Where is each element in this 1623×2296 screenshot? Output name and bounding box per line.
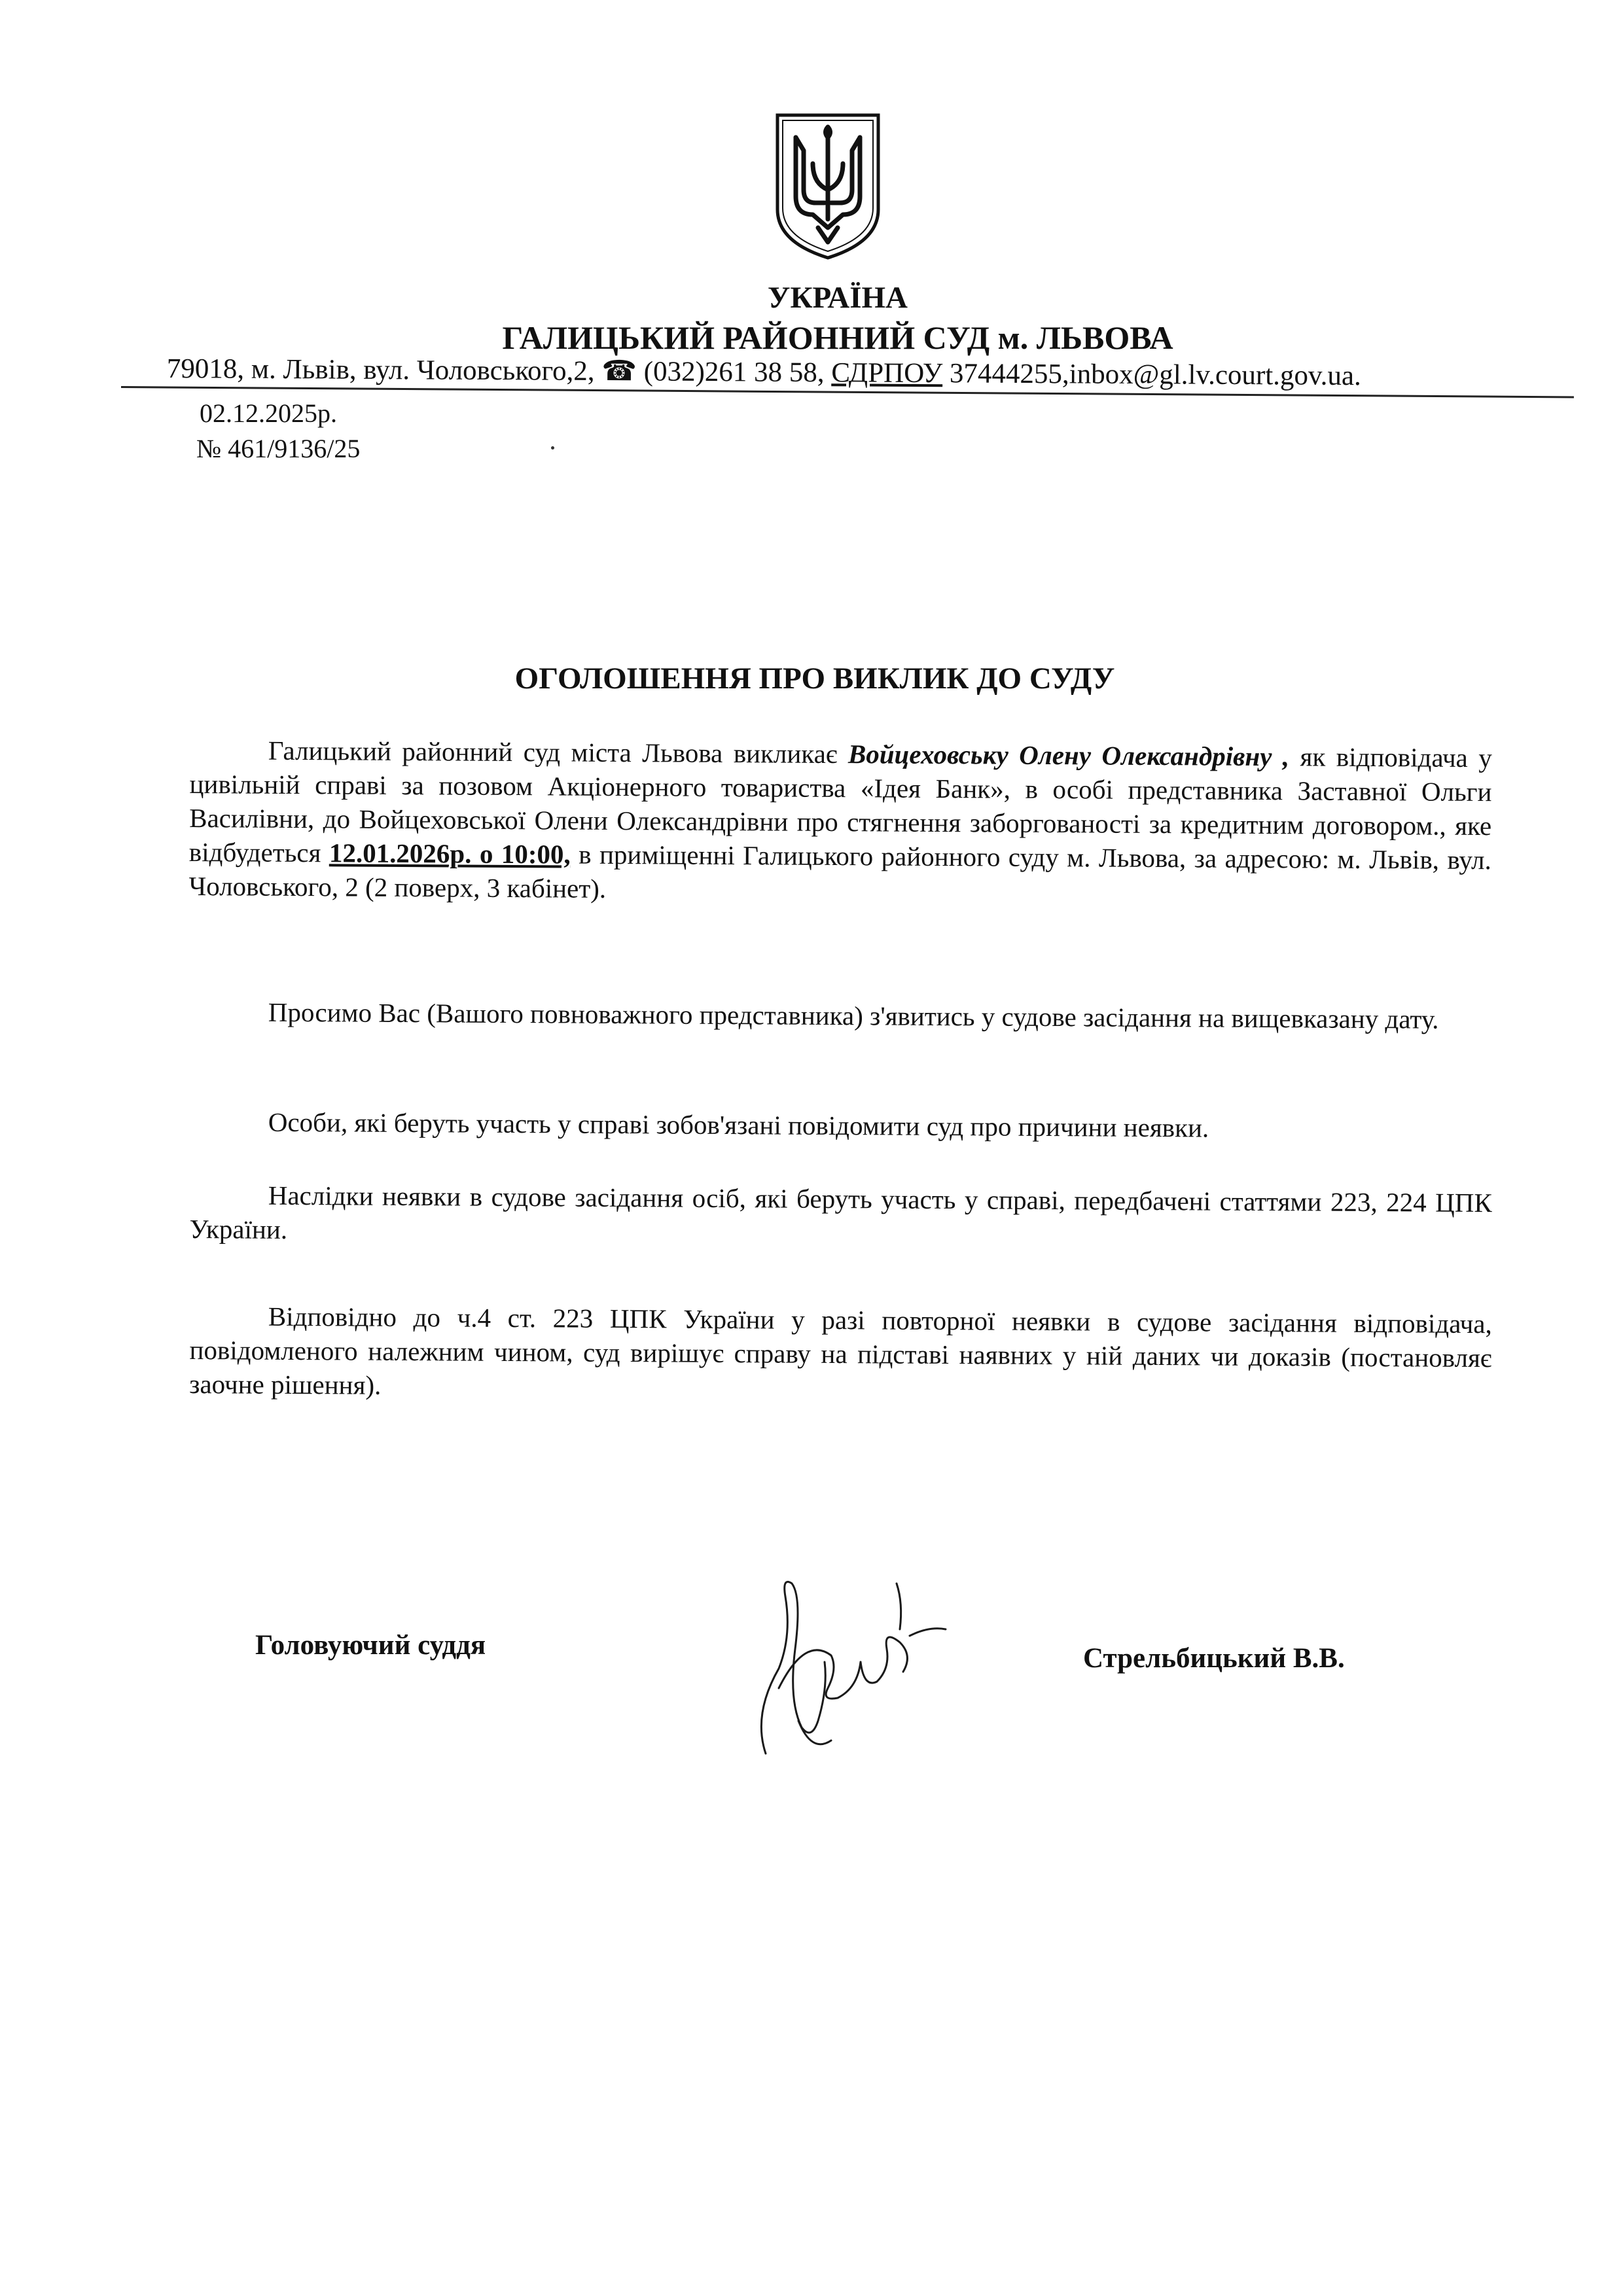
- obligation-text: Особи, які беруть участь у справі зобов'язані повідомити суд про причини неявки.: [268, 1106, 1209, 1143]
- default-judgment-text: Відповідно до ч.4 ст. 223 ЦПК України у разі повторної неявки в судове засідання відповідача, повідомленого належним чином, суд вирішує справу на підставі наявних у ній даних чи доказів (постановляє заочне рішення).: [189, 1301, 1492, 1400]
- notice-title: ОГОЛОШЕННЯ ПРО ВИКЛИК ДО СУДУ: [514, 662, 1115, 696]
- defendant-name: Войцеховську Олену Олександрівну ,: [847, 739, 1290, 772]
- handwritten-signature: [740, 1557, 949, 1767]
- obligation-paragraph: [190, 1104, 1492, 1146]
- edrpou-and-email: 37444255,inbox@gl.lv.court.gov.ua.: [949, 358, 1361, 392]
- phone-number: (032)261 38 58,: [643, 356, 825, 389]
- request-paragraph: [190, 995, 1492, 1036]
- default-judgment-paragraph: [189, 1299, 1492, 1409]
- request-text: Просимо Вас (Вашого повноважного представника) з'явитись у судове засідання на вищевказану дату.: [268, 997, 1439, 1034]
- court-name-heading: ГАЛИЦЬКИЙ РАЙОННИЙ СУД м. ЛЬВОВА: [502, 319, 1173, 356]
- summons-text-end: в приміщенні Галицького районного суду м. Львова, за адресою: м. Львів, вул. Чоловського, 2 (2 поверх, 3 кабінет).: [188, 839, 1491, 904]
- consequences-paragraph: [189, 1178, 1492, 1254]
- address-text: 79018, м. Львів, вул. Чоловського,2,: [166, 353, 595, 387]
- country-heading: УКРАЇНА: [767, 281, 908, 315]
- consequences-text: Наслідки неявки в судове засідання осіб, які беруть участь у справі, передбачені статтями 223, 224 ЦПК України.: [189, 1180, 1492, 1245]
- coat-of-arms-icon: [772, 111, 883, 262]
- summons-paragraph: [188, 733, 1492, 911]
- judge-role: Головуючий суддя: [255, 1630, 486, 1661]
- court-address-line: [167, 352, 1567, 393]
- telephone-icon: ☎: [601, 356, 637, 387]
- hearing-datetime: 12.01.2026р. о 10:00,: [329, 838, 571, 870]
- document-date: 02.12.2025р.: [200, 398, 337, 428]
- stray-mark: [551, 446, 554, 450]
- case-number: № 461/9136/25: [196, 434, 361, 463]
- judge-name: Стрельбицький В.В.: [1083, 1643, 1345, 1674]
- summons-text-middle: як відповідача у цивільній справі за позовом Акціонерного товариства «Ідея Банк», в особі представника Заставної Ольги Василівни, до Войцеховської Олени Олександрівни про стягнення заборгованості за кредитним договором., яке відбудеться: [188, 741, 1492, 868]
- summons-text-start: Галицький районний суд міста Львова викликає: [268, 735, 849, 769]
- edrpou-label: СДРПОУ: [831, 357, 943, 389]
